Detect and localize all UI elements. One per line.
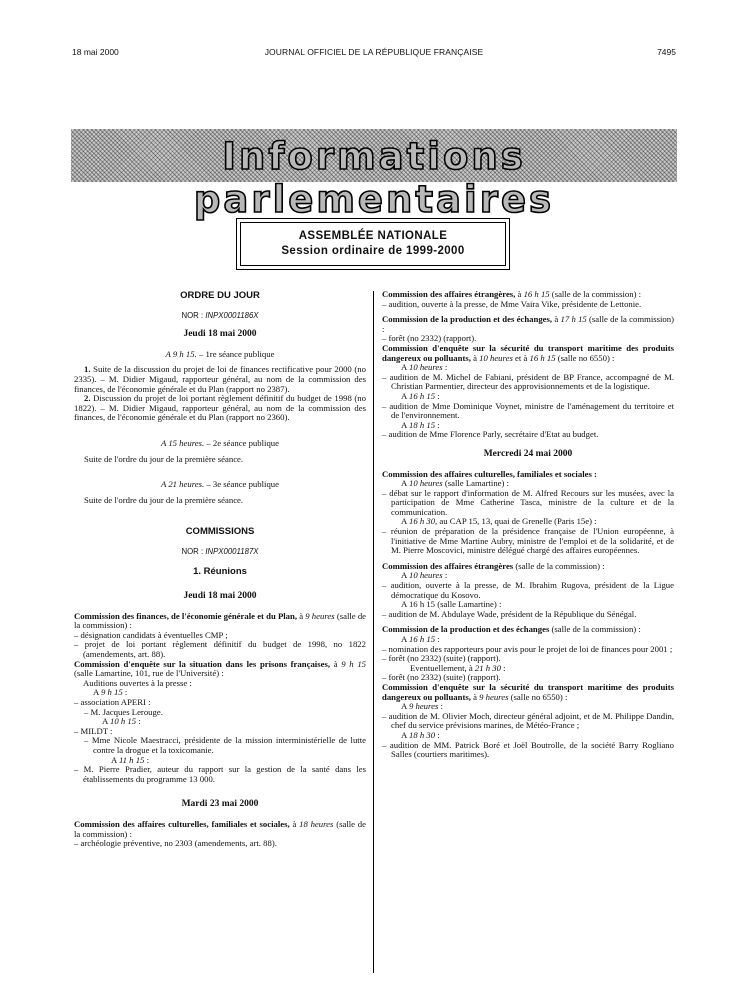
banner-title: Informations parlementaires <box>193 135 555 221</box>
commission-item: – audition de M. Michel de Fabiani, président de BP France, accompagné de M. Christian Parmentier, directeur des approvisionnements et de la logistique. <box>382 371 674 392</box>
commission-heading: Commission d'enquête sur la situation dans les prisons françaises, à 9 h 15 (salle Lamartine, 101, rue de l'Université) : <box>74 658 367 679</box>
assembly-session: Session ordinaire de 1999-2000 <box>281 245 465 257</box>
commission-heading: Commission des affaires culturelles, familiales et sociales, à 18 heures (salle de la commission) : <box>74 818 366 839</box>
commission-item: – audition de Mme Dominique Voynet, ministre de l'aménagement du territoire et de l'environnement. <box>382 400 674 421</box>
seance-heading: A 9 h 15. – 1re séance publique <box>165 348 275 359</box>
commission-item: – archéologie préventive, no 2303 (amendements, art. 88). <box>74 838 277 849</box>
left-column <box>74 291 366 849</box>
commission-item: – M. Pierre Pradier, auteur du rapport sur la gestion de la santé dans les établissements du programme 13 000. <box>74 764 366 784</box>
column-divider <box>373 291 374 973</box>
day-heading: Mercredi 24 mai 2000 <box>483 448 573 459</box>
commission-item: – projet de loi portant règlement définitif du budget de 1998, no 1822 (amendements, art. 88). <box>74 639 366 660</box>
assembly-name: ASSEMBLÉE NATIONALE <box>298 230 448 242</box>
commission-item: – MILDT : <box>74 725 113 736</box>
agenda-item: 2. Discussion du projet de loi portant règlement définitif du budget de 1998 (no 1822). – M. Didier Migaud, rapporteur général, au nom de la commission des finances, de l'économie générale et du Plan (rapport no 2360). <box>74 393 366 423</box>
day-heading: Jeudi 18 mai 2000 <box>183 329 257 340</box>
commission-item: – audition de M. Olivier Moch, directeur général adjoint, et de M. Philippe Dandin, chef du service prévisions marines, de Météo-France ; <box>382 710 674 731</box>
commission-heading: Commission des affaires culturelles, familiales et sociales : <box>382 468 597 479</box>
time-slot: A 16 h 30, au CAP 15, 13, quai de Grenelle (Paris 15e) : <box>401 516 597 527</box>
commission-item: – audition de M. Abdulaye Wade, président de la République du Sénégal. <box>382 608 637 619</box>
assembly-box <box>240 222 506 266</box>
time-slot: A 16 h 15 (salle Lamartine) : <box>401 599 502 610</box>
time-slot: A 10 heures (salle Lamartine) : <box>401 478 510 489</box>
day-heading: Mardi 23 mai 2000 <box>181 799 259 810</box>
header-date: 18 mai 2000 <box>72 47 119 57</box>
commission-item: – débat sur le rapport d'information de M. Alfred Recours sur les musées, avec la participation de Mme Catherine Tasca, ministre de la culture et de la communication. <box>382 487 674 517</box>
commission-heading: Commission des affaires étrangères (salle de la commission) : <box>382 560 605 571</box>
header-page-number: 7495 <box>657 47 676 57</box>
commission-note: Auditions ouvertes à la presse : <box>83 677 192 688</box>
commission-heading: Commission d'enquête sur la sécurité du transport maritime des produits dangereux ou polluants, à 9 heures (salle no 6550) : <box>382 681 674 702</box>
time-slot: A 10 h 15 : <box>102 716 141 727</box>
commission-item: – forêt (no 2332) (rapport). <box>382 333 477 344</box>
seance-text: Suite de l'ordre du jour de la première séance. <box>84 453 244 464</box>
time-slot: A 16 h 15 : <box>401 390 440 401</box>
agenda-item: 1. Suite de la discussion du projet de loi de finances rectificative pour 2000 (no 2335). – M. Didier Migaud, rapporteur général, au nom de la commission des finances, de l'économie générale et du Plan (rapport no 2387). <box>74 364 366 394</box>
commission-item: – M. Jacques Lerouge. <box>84 706 163 717</box>
commission-item: – audition, ouverte à la presse, de M. Ibrahim Rugova, président de la Ligue démocratique du Kosovo. <box>382 580 674 600</box>
nor-reference: NOR : INPX0001186X <box>181 310 259 320</box>
reunions-heading: 1. Réunions <box>193 565 247 577</box>
time-slot: Eventuellement, à 21 h 30 : <box>410 662 506 673</box>
right-column <box>382 290 674 760</box>
time-slot: A 9 heures : <box>401 701 443 712</box>
time-slot: A 10 heures : <box>401 362 448 373</box>
seance-text: Suite de l'ordre du jour de la première séance. <box>84 494 244 505</box>
commission-item: – audition de Mme Florence Parly, secrétaire d'Etat au budget. <box>382 429 599 440</box>
time-slot: A 16 h 15 : <box>401 634 440 644</box>
commission-item: – audition, ouverte à la presse, de Mme Vaira Vike, présidente de Lettonie. <box>382 298 642 309</box>
time-slot: A 18 h 30 : <box>401 729 440 740</box>
commission-item: – association APERI : <box>74 697 151 708</box>
commission-item: – désignation candidats à éventuelles CMP ; <box>74 629 228 640</box>
commission-item: – forêt (no 2332) (suite) (rapport). <box>382 653 501 664</box>
header-journal-title: JOURNAL OFFICIEL DE LA RÉPUBLIQUE FRANÇAISE <box>264 47 484 57</box>
time-slot: A 18 h 15 : <box>401 419 440 430</box>
commission-heading: Commission de la production et des échanges (salle de la commission) : <box>382 624 641 635</box>
commission-item: – audition de MM. Patrick Boré et Joël Boutrolle, de la société Barry Rogliano Salles (courtiers maritimes). <box>382 739 674 760</box>
commission-item: – forêt (no 2332) (suite) (rapport). <box>382 672 501 683</box>
commission-item: – réunion de préparation de la présidence française de l'Union européenne, à l'initiative de Mme Martine Aubry, ministre de l'emploi et de la solidarité, et de M. Pierre Moscovici, ministre délégué chargé des affaires européennes. <box>382 526 674 556</box>
time-slot: A 10 heures : <box>401 570 448 581</box>
commission-heading: Commission des finances, de l'économie générale et du Plan, à 9 heures (salle de la commission) : <box>74 610 367 631</box>
commissions-title: COMMISSIONS <box>185 526 255 538</box>
time-slot: A 11 h 15 : <box>111 754 149 765</box>
ordre-du-jour-title: ORDRE DU JOUR <box>180 290 260 301</box>
time-slot: A 9 h 15 : <box>93 687 128 698</box>
seance-heading: A 21 heures. – 3e séance publique <box>161 479 279 490</box>
commission-heading: Commission de la production et des échanges, à 17 h 15 (salle de la commission) : <box>382 314 675 334</box>
running-header <box>72 47 676 61</box>
section-banner <box>71 129 677 221</box>
commission-heading: Commission d'enquête sur la sécurité du transport maritime des produits dangereux ou polluants, à 10 heures et à 16 h 15 (salle no 6550) : <box>382 342 674 363</box>
nor-reference: NOR : INPX0001187X <box>181 546 259 556</box>
seance-heading: A 15 heures. – 2e séance publique <box>161 437 279 448</box>
commission-heading: Commission des affaires étrangères, à 16 h 15 (salle de la commission) : <box>382 289 642 299</box>
commission-item: – Mme Nicole Maestracci, présidente de la mission interministérielle de lutte contre la drogue et la toxicomanie. <box>84 735 366 755</box>
commission-item: – nomination des rapporteurs pour avis pour le projet de loi de finances pour 2001 ; <box>382 643 673 654</box>
day-heading: Jeudi 18 mai 2000 <box>183 591 257 602</box>
